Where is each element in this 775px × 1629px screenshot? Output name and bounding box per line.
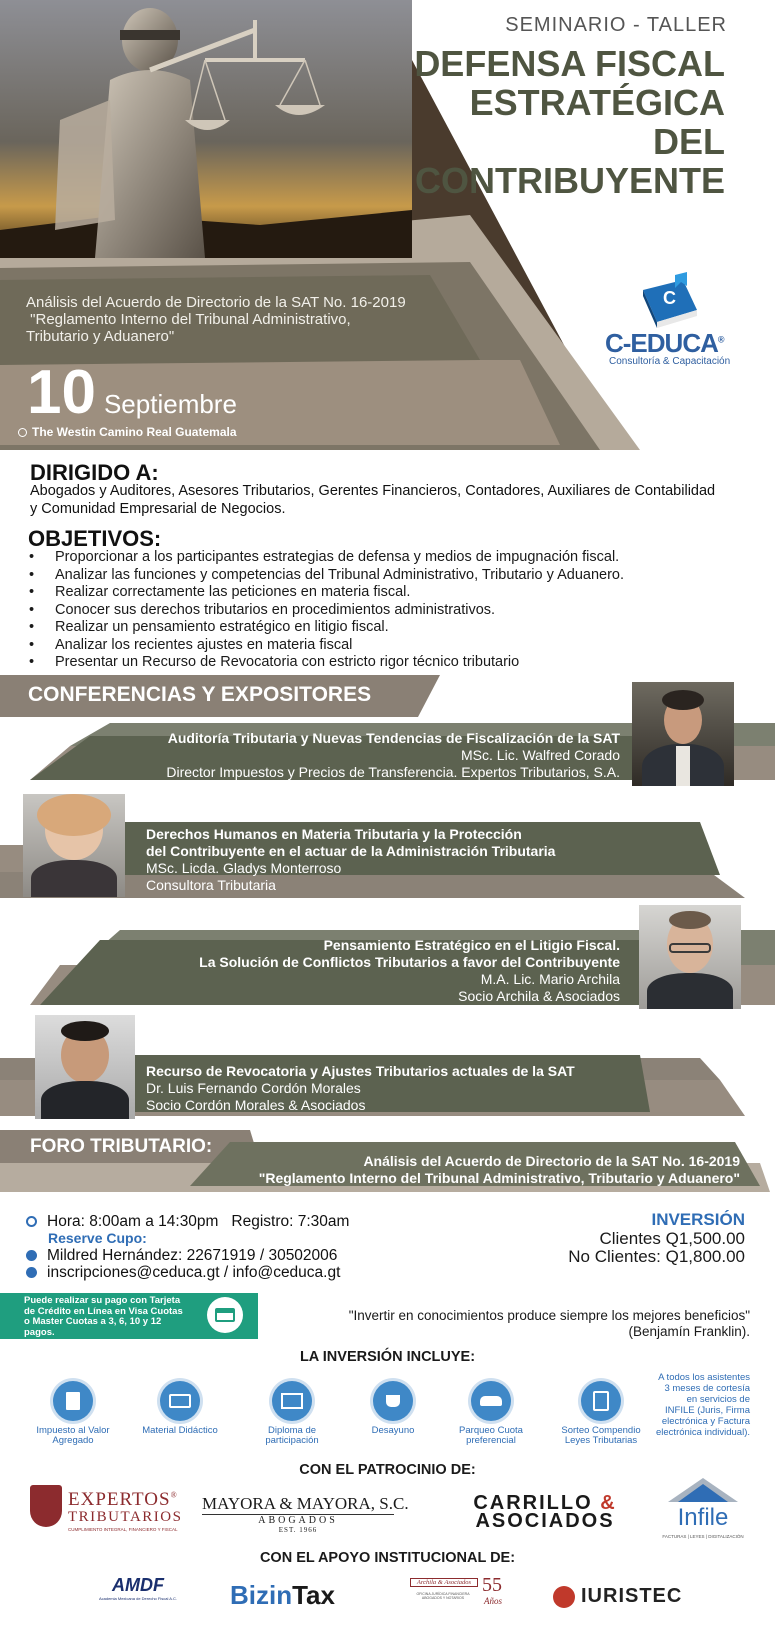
inversion-clientes: Clientes Q1,500.00 — [599, 1229, 745, 1248]
amdf-logo — [98, 1575, 178, 1601]
conference-2-title-line-1: Derechos Humanos en Materia Tributaria y la Protección — [146, 826, 522, 842]
infile-logo — [658, 1478, 748, 1546]
benefit-parqueo — [451, 1381, 531, 1446]
title-line-4: CONTRIBUYENTE — [414, 160, 725, 201]
title-line-1: DEFENSA FISCAL — [414, 43, 725, 84]
benefit-label: Parqueo Cuota preferencial — [459, 1425, 523, 1446]
conference-3 — [199, 937, 620, 1005]
amdf-subtitle: Academia Mexicana de Derecho Fiscal A.C. — [98, 1596, 178, 1601]
conference-4-speaker: Dr. Luis Fernando Cordón Morales — [146, 1080, 361, 1096]
email-row — [26, 1264, 476, 1281]
foro-line-2: "Reglamento Interno del Tribunal Administrativo, Tributario y Aduanero" — [258, 1170, 740, 1186]
venue — [18, 425, 237, 439]
expertos-tributarios-logo — [30, 1483, 183, 1533]
iuristec-logo — [553, 1585, 682, 1608]
objetivo-item: • Realizar un pensamiento estratégico en litigio fiscal. — [55, 619, 755, 637]
dirigido-text: Abogados y Auditores, Asesores Tributarios, Gerentes Financieros, Contadores, Auxiliares de Contabilidad y Comunidad Empresarial de Negocios. — [30, 483, 716, 517]
infile-tagline: FACTURAS | LEYES | DIGITALIZACIÓN — [662, 1534, 744, 1539]
phone-row — [26, 1247, 476, 1264]
expertos-name: EXPERTOS® — [68, 1489, 178, 1510]
reserve-heading: Reserve Cupo: — [48, 1230, 147, 1246]
carrillo-line-2: ASOCIADOS — [475, 1510, 615, 1532]
carrillo-line-1: CARRILLO & — [473, 1492, 617, 1514]
location-pin-icon — [18, 428, 27, 437]
conference-1-speaker: MSc. Lic. Walfred Corado — [461, 747, 620, 763]
date-month: Septiembre — [103, 389, 237, 419]
foro-heading: FORO TRIBUTARIO: — [30, 1136, 213, 1157]
benefit-label: Impuesto al Valor Agregado — [36, 1425, 110, 1446]
benefit-desayuno — [353, 1381, 433, 1436]
conference-3-speaker: M.A. Lic. Mario Archila — [480, 971, 620, 987]
iuristec-name: IURISTEC — [581, 1585, 683, 1607]
objetivo-item: • Proporcionar a los participantes estrategias de defensa y medios de impugnación fiscal. — [55, 549, 755, 567]
mayora-name: MAYORA & MAYORA, S.C. — [202, 1494, 409, 1513]
benefit-sorteo — [561, 1381, 641, 1446]
apoyo-heading: CON EL APOYO INSTITUCIONAL DE: — [259, 1550, 516, 1566]
conferencias-heading: CONFERENCIAS Y EXPOSITORES — [28, 683, 372, 706]
event-info — [26, 1213, 476, 1281]
speaker-photo-walfred-corado — [632, 682, 734, 786]
infile-roof-icon — [668, 1478, 738, 1506]
expertos-tagline: CUMPLIMIENTO INTEGRAL, FINANCIERO Y FISCAL — [68, 1527, 178, 1532]
analysis-line-2: "Reglamento Interno del Tribunal Administrativo, — [26, 311, 351, 328]
objetivo-item: • Analizar las funciones y competencias del Tribunal Administrativo, Tributario y Aduanero. — [55, 567, 755, 585]
conference-4-role: Socio Cordón Morales & Asociados — [146, 1097, 366, 1113]
document-icon — [53, 1381, 93, 1421]
benefit-diploma — [252, 1381, 332, 1446]
conference-1-role: Director Impuestos y Precios de Transferencia. Expertos Tributarios, S.A. — [166, 764, 620, 780]
quote-author: (Benjamín Franklin). — [628, 1323, 750, 1339]
bizintax-name-part-2: Tax — [292, 1580, 335, 1610]
objetivo-item: • Realizar correctamente las peticiones en materia fiscal. — [55, 584, 755, 602]
speaker-photo-luis-cordon — [35, 1015, 135, 1119]
amdf-name: AMDF — [112, 1575, 164, 1595]
credit-card-icon — [207, 1297, 243, 1333]
schedule-row — [26, 1213, 476, 1230]
ceduca-logo — [605, 270, 735, 370]
foro-text — [259, 1153, 740, 1187]
schedule-text: Hora: 8:00am a 14:30pm Registro: 7:30am — [47, 1213, 350, 1230]
title-line-2: ESTRATÉGICA — [469, 82, 725, 123]
conference-1-title: Auditoría Tributaria y Nuevas Tendencias de Fiscalización de la SAT — [167, 730, 620, 746]
benefit-label: Sorteo Compendio Leyes Tributarias — [561, 1425, 641, 1446]
diploma-icon — [272, 1381, 312, 1421]
archila-subtitle: OFICINA JURÍDICA FINANCIERA ABOGADOS Y NOTARIOS — [416, 1592, 470, 1600]
conference-1 — [166, 730, 620, 781]
quote — [349, 1308, 750, 1339]
dirigido-heading: DIRIGIDO A: — [30, 460, 159, 485]
analysis-line-1: Análisis del Acuerdo de Directorio de la SAT No. 16-2019 — [26, 294, 406, 311]
analysis-line-3: Tributario y Aduanero" — [26, 328, 175, 345]
archila-logo — [410, 1574, 510, 1618]
bizintax-name-part-1: Bizin — [230, 1580, 293, 1610]
bizintax-logo — [230, 1580, 335, 1611]
conference-3-title-line-1: Pensamiento Estratégico en el Litigio Fiscal. — [323, 937, 620, 953]
objetivos-list — [29, 549, 755, 672]
book-icon — [160, 1381, 200, 1421]
benefit-material — [140, 1381, 220, 1436]
analysis-text — [26, 294, 446, 345]
infile-courtesy-note: A todos los asistentes 3 meses de cortesía en servicios de INFILE (Juris, Firma electrónica y Factura electrónica individual). — [656, 1372, 750, 1438]
conference-4-title: Recurso de Revocatoria y Ajustes Tributarios actuales de la SAT — [146, 1063, 575, 1079]
phone-text[interactable]: Mildred Hernández: 22671919 / 30502006 — [47, 1247, 338, 1264]
event-date — [27, 358, 237, 427]
infile-name: Infile — [677, 1504, 729, 1531]
compendium-icon — [581, 1381, 621, 1421]
conference-2-title-line-2: del Contribuyente en el actuar de la Administración Tributaria — [146, 843, 556, 859]
conference-2-speaker: MSc. Licda. Gladys Monterroso — [146, 860, 342, 876]
patrocinio-heading: CON EL PATROCINIO DE: — [299, 1462, 476, 1478]
objetivo-item: • Conocer sus derechos tributarios en procedimientos administrativos. — [55, 602, 755, 620]
carrillo-logo — [465, 1494, 625, 1530]
conference-4 — [146, 1063, 575, 1114]
tributarios-name: TRIBUTARIOS — [68, 1509, 183, 1525]
mayora-subtitle: ABOGADOS — [258, 1515, 338, 1526]
mayora-logo — [202, 1494, 409, 1534]
inversion-block — [568, 1210, 745, 1266]
expertos-shield-icon — [30, 1485, 62, 1527]
ceduca-logo-letter: C — [663, 288, 676, 308]
benefit-iva — [33, 1381, 113, 1446]
seminar-title — [345, 44, 725, 200]
email-icon — [26, 1267, 37, 1278]
car-icon — [471, 1381, 511, 1421]
benefit-label: Diploma de participación — [265, 1425, 319, 1446]
objetivos-heading: OBJETIVOS: — [28, 526, 162, 551]
conference-3-role: Socio Archila & Asociados — [458, 988, 620, 1004]
mayora-established: EST. 1966 — [278, 1526, 318, 1534]
incluye-heading: LA INVERSIÓN INCLUYE: — [299, 1349, 476, 1365]
conference-2-role: Consultora Tributaria — [146, 877, 276, 893]
objetivo-item: • Presentar un Recurso de Revocatoria con estricto rigor técnico tributario — [55, 654, 755, 672]
archila-name: Archila & Asociados — [410, 1578, 478, 1587]
objetivo-item: • Analizar los recientes ajustes en materia fiscal — [55, 637, 755, 655]
clock-icon — [26, 1216, 37, 1227]
speaker-photo-gladys-monterroso — [23, 794, 125, 897]
quote-text: "Invertir en conocimientos produce siempre los mejores beneficios" — [348, 1308, 750, 1323]
inversion-heading: INVERSIÓN — [651, 1210, 745, 1229]
ceduca-logo-name: C-EDUCA® — [605, 328, 724, 358]
archila-anos: Años — [484, 1596, 502, 1606]
inversion-no-clientes: No Clientes: Q1,800.00 — [568, 1247, 745, 1266]
benefit-label: Desayuno — [371, 1425, 415, 1436]
archila-years: 55 — [482, 1574, 502, 1596]
payment-banner — [0, 1293, 258, 1339]
seminar-subtitle: SEMINARIO - TALLER — [505, 14, 727, 36]
foro-line-1: Análisis del Acuerdo de Directorio de la SAT No. 16-2019 — [363, 1153, 740, 1169]
title-line-3: DEL — [653, 121, 725, 162]
payment-note: Puede realizar su pago con Tarjeta de Crédito en Línea en Visa Cuotas o Master Cuotas a 3, 6, 10 y 12 pagos. — [24, 1295, 183, 1338]
conference-2 — [146, 826, 555, 894]
coffee-icon — [373, 1381, 413, 1421]
iuristec-seal-icon — [553, 1586, 575, 1608]
conference-3-title-line-2: La Solución de Conflictos Tributarios a favor del Contribuyente — [199, 954, 620, 970]
email-text[interactable]: inscripciones@ceduca.gt / info@ceduca.gt — [47, 1264, 341, 1281]
benefit-label: Material Didáctico — [142, 1425, 218, 1436]
ceduca-logo-tagline: Consultoría & Capacitación — [609, 356, 731, 367]
speaker-photo-mario-archila — [639, 905, 741, 1009]
venue-name: The Westin Camino Real Guatemala — [32, 425, 237, 439]
date-day: 10 — [27, 358, 96, 427]
phone-icon — [26, 1250, 37, 1261]
